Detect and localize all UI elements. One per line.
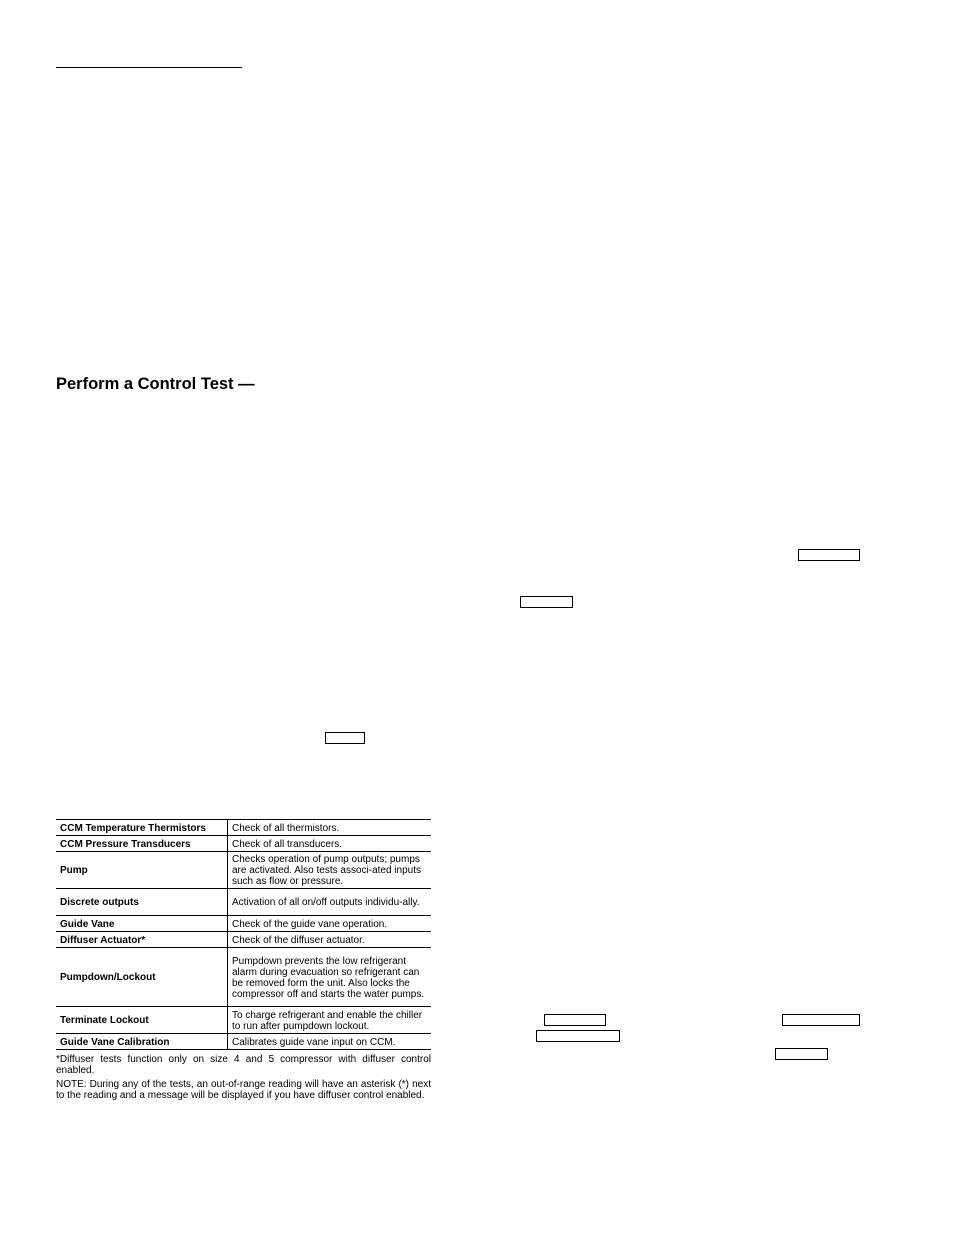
test-name: Guide Vane Calibration xyxy=(56,1034,228,1050)
test-description: Check of all transducers. xyxy=(228,836,432,852)
table-row xyxy=(56,836,431,852)
test-description: Activation of all on/off outputs individu-ally. xyxy=(228,889,432,916)
test-name: Guide Vane xyxy=(56,916,228,932)
table-row xyxy=(56,852,431,889)
section-heading: Perform a Control Test — xyxy=(56,375,255,393)
table-row xyxy=(56,889,431,916)
softkey-box xyxy=(544,1014,606,1026)
table-row xyxy=(56,932,431,948)
softkey-box xyxy=(325,732,365,744)
test-name: CCM Pressure Transducers xyxy=(56,836,228,852)
test-description: Pumpdown prevents the low refrigerant alarm during evacuation so refrigerant can be removed form the unit. Also locks the compressor off and starts the water pumps. xyxy=(228,948,432,1007)
table-row xyxy=(56,948,431,1007)
test-description: Calibrates guide vane input on CCM. xyxy=(228,1034,432,1050)
top-rule xyxy=(56,67,242,68)
control-test-table xyxy=(56,819,431,1050)
test-name: Diffuser Actuator* xyxy=(56,932,228,948)
test-name: CCM Temperature Thermistors xyxy=(56,820,228,836)
table-row xyxy=(56,820,431,836)
softkey-box xyxy=(775,1048,828,1060)
diffuser-footnote: *Diffuser tests function only on size 4 and 5 compressor with diffuser control enabled. xyxy=(56,1054,431,1076)
test-name: Terminate Lockout xyxy=(56,1007,228,1034)
softkey-box xyxy=(520,596,573,608)
test-description: Check of the guide vane operation. xyxy=(228,916,432,932)
table-row xyxy=(56,916,431,932)
softkey-box xyxy=(798,549,860,561)
test-name: Discrete outputs xyxy=(56,889,228,916)
test-description: To charge refrigerant and enable the chiller to run after pumpdown lockout. xyxy=(228,1007,432,1034)
test-description: Checks operation of pump outputs; pumps are activated. Also tests associ-ated inputs such as flow or pressure. xyxy=(228,852,432,889)
softkey-box xyxy=(782,1014,860,1026)
test-name: Pump xyxy=(56,852,228,889)
out-of-range-note: NOTE: During any of the tests, an out-of-range reading will have an asterisk (*) next to the reading and a message will be displayed if you have diffuser control enabled. xyxy=(56,1079,431,1101)
table-row xyxy=(56,1007,431,1034)
table-row xyxy=(56,1034,431,1050)
test-description: Check of the diffuser actuator. xyxy=(228,932,432,948)
softkey-box xyxy=(536,1030,620,1042)
test-name: Pumpdown/Lockout xyxy=(56,948,228,1007)
test-description: Check of all thermistors. xyxy=(228,820,432,836)
